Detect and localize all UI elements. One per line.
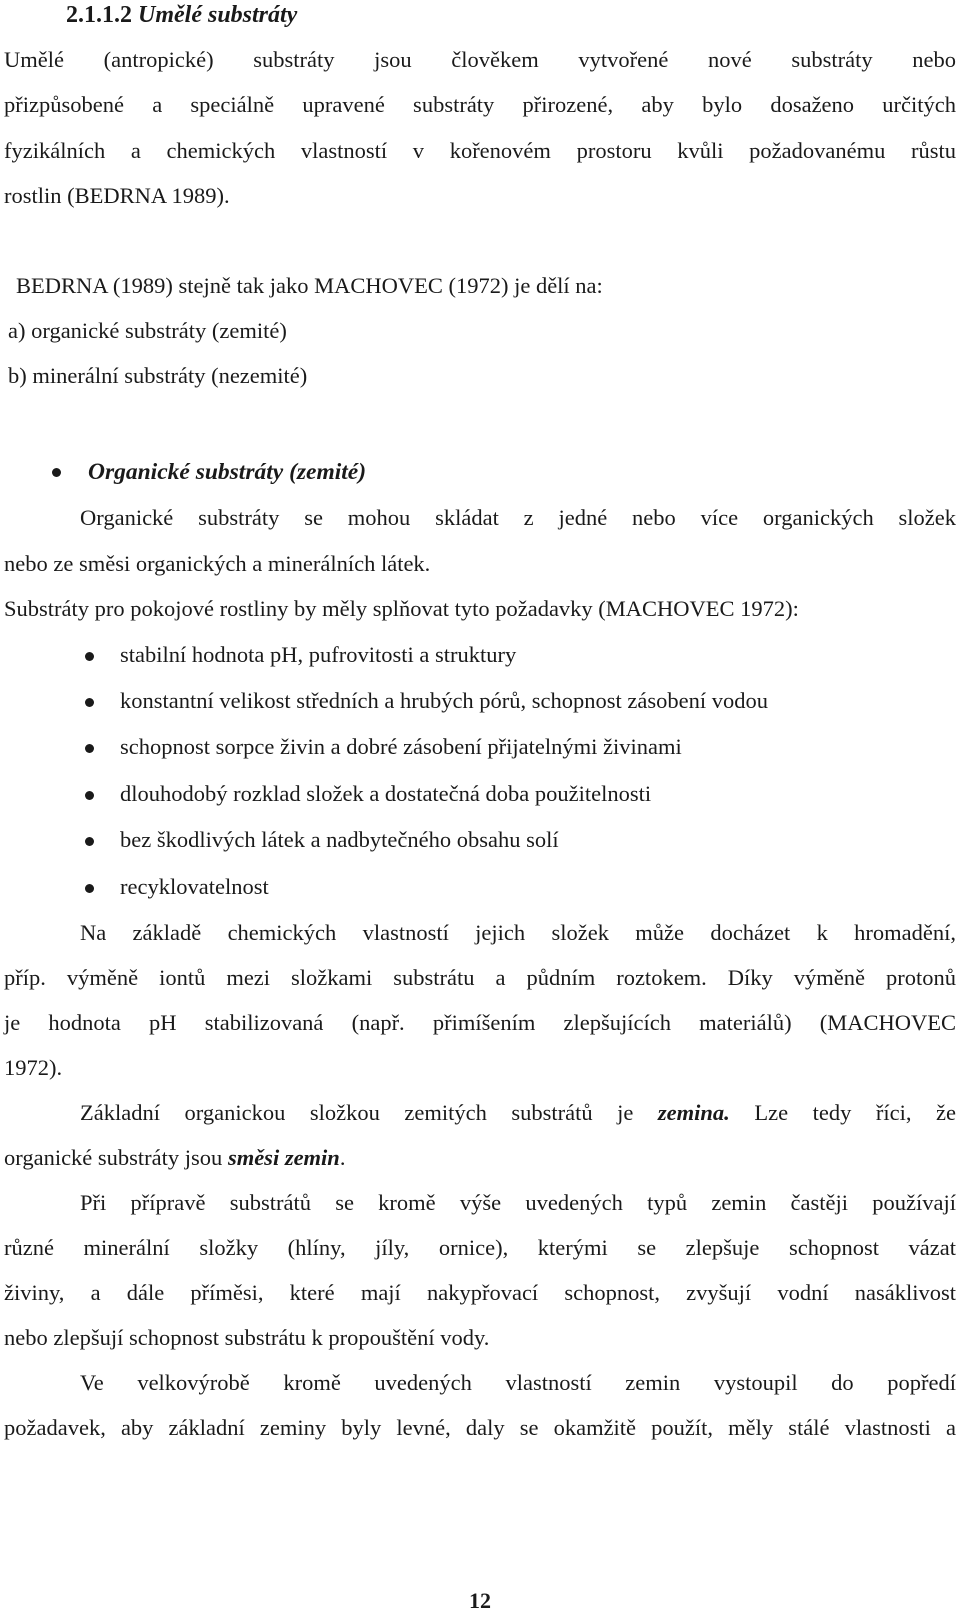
section-heading [66, 0, 960, 30]
basic-text: Lze tedy říci, že [729, 1100, 956, 1125]
requirements-lead: Substráty pro pokojové rostliny by měly splňovat tyto požadavky (MACHOVEC 1972): [4, 596, 799, 621]
basic-para-line [4, 1143, 956, 1173]
basic-para-line [80, 1098, 956, 1128]
bullet-icon [85, 837, 94, 846]
requirement-item: recyklovatelnost [120, 874, 269, 899]
mass-para-line: požadavek, aby základní zeminy byly levné, daly se okamžitě použít, měly stálé vlastnosti a [4, 1415, 956, 1440]
division-item: a) organické substráty (zemité) [8, 318, 287, 343]
intro-line: rostlin (BEDRNA 1989). [4, 183, 230, 208]
organic-para-line: Organické substráty se mohou skládat z jedné nebo více organických složek [80, 505, 956, 530]
bullet-icon [85, 791, 94, 800]
bullet-icon [85, 884, 94, 893]
basic-text: Základní organickou složkou zemitých substrátů je [80, 1100, 658, 1125]
chem-para-line: 1972). [4, 1055, 63, 1080]
requirement-item: dlouhodobý rozklad složek a dostatečná doba použitelnosti [120, 781, 652, 806]
prep-para-line: živiny, a dále příměsi, které mají nakypřovací schopnost, zvyšují vodní nasáklivost [4, 1280, 956, 1305]
intro-line: Umělé (antropické) substráty jsou člověkem vytvořené nové substráty nebo [4, 47, 956, 72]
organic-heading: Organické substráty (zemité) [88, 459, 367, 485]
basic-emphasis: zemina. [657, 1100, 730, 1125]
page-number: 12 [469, 1588, 491, 1613]
requirement-item: bez škodlivých látek a nadbytečného obsahu solí [120, 827, 559, 852]
division-item: b) minerální substráty (nezemité) [8, 363, 308, 388]
prep-para-line: nebo zlepšují schopnost substrátu k propouštění vody. [4, 1325, 490, 1350]
section-number: 2.1.1.2 [66, 2, 132, 28]
prep-para-line: Při přípravě substrátů se kromě výše uvedených typů zemin častěji používají [80, 1190, 956, 1215]
basic-text: . [339, 1145, 346, 1170]
section-title: Umělé substráty [138, 2, 298, 28]
requirement-item: stabilní hodnota pH, pufrovitosti a struktury [120, 642, 517, 667]
bullet-icon [85, 698, 94, 707]
requirement-item: konstantní velikost středních a hrubých pórů, schopnost zásobení vodou [120, 688, 769, 713]
basic-text: organické substráty jsou [4, 1145, 228, 1170]
division-lead: BEDRNA (1989) stejně tak jako MACHOVEC (1972) je dělí na: [16, 273, 603, 298]
chem-para-line: příp. výměně iontů mezi složkami substrátu a půdním roztokem. Díky výměně protonů [4, 965, 956, 990]
requirement-item: schopnost sorpce živin a dobré zásobení přijatelnými živinami [120, 734, 682, 759]
bullet-icon [52, 468, 61, 477]
chem-para-line: Na základě chemických vlastností jejich složek může docházet k hromadění, [80, 920, 956, 945]
bullet-icon [85, 652, 94, 661]
prep-para-line: různé minerální složky (hlíny, jíly, ornice), kterými se zlepšuje schopnost vázat [4, 1235, 956, 1260]
organic-para-line: nebo ze směsi organických a minerálních látek. [4, 551, 431, 576]
intro-line: fyzikálních a chemických vlastností v kořenovém prostoru kvůli požadovanému růstu [4, 138, 956, 163]
chem-para-line: je hodnota pH stabilizovaná (např. přimíšením zlepšujících materiálů) (MACHOVEC [4, 1010, 956, 1035]
intro-line: přizpůsobené a speciálně upravené substráty přirozené, aby bylo dosaženo určitých [4, 92, 956, 117]
mass-para-line: Ve velkovýrobě kromě uvedených vlastností zemin vystoupil do popředí [80, 1370, 956, 1395]
bullet-icon [85, 744, 94, 753]
basic-emphasis: směsi zemin [227, 1145, 340, 1170]
